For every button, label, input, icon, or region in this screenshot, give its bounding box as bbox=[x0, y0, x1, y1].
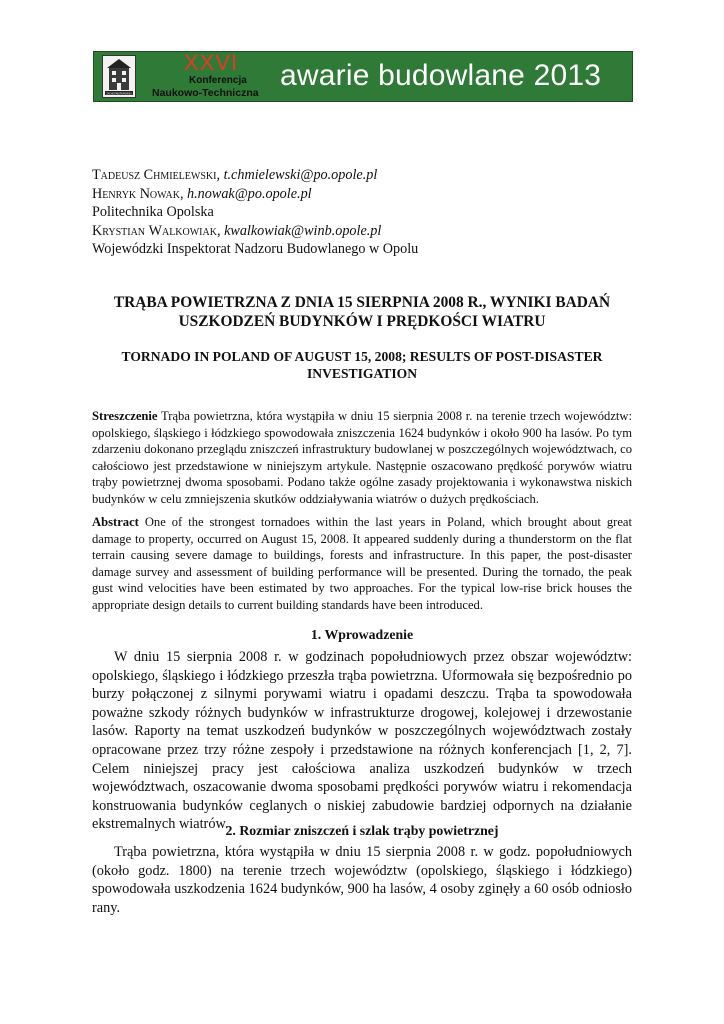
conference-edition: XXVI bbox=[184, 50, 239, 75]
author-line: Henryk Nowak, h.nowak@po.opole.pl bbox=[92, 185, 312, 202]
abstract-text: Trąba powietrzna, która wystąpiła w dniu 15 sierpnia 2008 r. na terenie trzech województw: opolskiego, śląskiego i łódzkiego spowodowała zniszczenia 1624 budynków i około 900 ha lasów. Po tym zdarzeniu dokonano przeglądu zniszczeń infrastruktury budowlanej w poszczególnych województwach, co całościowo jest przedstawione w niniejszym artykule. Następnie oszacowano prędkość porywów wiatru trąby powietrznej dwoma sposobami. Podano także ogólne zasady projektowania i wykonawstwa niskich budynków w celu zmniejszenia skutków oddziaływania wiatrów o dużych prędkościach. bbox=[92, 409, 633, 506]
section-paragraph: Trąba powietrzna, która wystąpiła w dniu 15 sierpnia 2008 r. w godz. popołudniowych (około godz. 1800) na terenie trzech województw (opolskiego, śląskiego i łódzkiego) spowodowała uszkodzenia 1624 budynków, 900 ha lasów, 4 osoby zginęły a 60 osób odniosło rany. bbox=[92, 844, 632, 916]
abstract-polish bbox=[92, 408, 632, 508]
section-heading-damage: 2. Rozmiar zniszczeń i szlak trąby powietrznej bbox=[225, 823, 499, 838]
affiliation: Wojewódzki Inspektorat Nadzoru Budowlanego w Opolu bbox=[92, 241, 419, 258]
affiliation: Politechnika Opolska bbox=[92, 204, 214, 221]
author-line: Tadeusz Chmielewski, t.chmielewski@po.opole.pl bbox=[92, 167, 378, 183]
abstract-english bbox=[92, 514, 632, 614]
author-line: Krystian Walkowiak, kwalkowiak@winb.opole.pl bbox=[92, 222, 382, 239]
event-name: awarie budowlane 2013 bbox=[280, 59, 602, 92]
conference-word: Konferencja bbox=[189, 75, 247, 86]
abstract-text: One of the strongest tornadoes within the last years in Poland, which brought about great damage to property, occurred on August 15, 2008. It appeared suddenly during a thunderstorm on the flat terrain causing severe damage to buildings, forests and infrastructure. In this paper, the post-disaster damage survey and assessment of building performance will be presented. During the tornado, the peak gust wind velocities have been estimated by two approaches. For the typical low-rise brick houses the appropriate design details to current building standards have been introduced. bbox=[92, 515, 633, 612]
author-email[interactable]: kwalkowiak@winb.opole.pl bbox=[224, 222, 382, 239]
building-icon bbox=[103, 56, 135, 97]
svg-text:ZACHODNIOPOMORSKI: ZACHODNIOPOMORSKI bbox=[106, 92, 132, 96]
author-email[interactable]: t.chmielewski@po.opole.pl bbox=[223, 167, 378, 183]
author-block bbox=[92, 166, 418, 259]
section-paragraph: W dniu 15 sierpnia 2008 r. w godzinach popołudniowych przez obszar województw: opolskiego, śląskiego i łódzkiego przeszła trąba powietrzna. Uformowała się bezpośrednio po burzy połączonej z silnymi porywami wiatru i opadami deszczu. Trąba ta spowodowała poważne szkody różnych budynków w infrastrukturze drogowej, kolejowej i drzewostanie lasów. Raporty na temat uszkodzeń budynków w poszczególnych województwach zostały opracowane przez trzy różne zespoły i przedstawione na różnych konferencjach [1, 2, 7]. Celem niniejszej pracy jest całościowa analiza uszkodzeń budynków w trzech województwach, oszacowanie dwoma sposobami prędkości porywów wiatru i rekomendacja konstruowania budynków ceglanych o niskiej zabudowie bardziej odpornych na działanie ekstremalnych wiatrów. bbox=[92, 649, 632, 833]
author-first-name: Tadeusz bbox=[92, 167, 141, 183]
conference-logo bbox=[102, 55, 136, 98]
author-email[interactable]: h.nowak@po.opole.pl bbox=[187, 185, 312, 202]
abstract-label: Abstract bbox=[92, 515, 139, 529]
author-last-name: Walkowiak bbox=[148, 222, 217, 239]
conference-type: Naukowo-Techniczna bbox=[152, 87, 259, 99]
abstract-label: Streszczenie bbox=[92, 409, 158, 423]
author-first-name: Krystian bbox=[92, 222, 146, 239]
conference-banner bbox=[93, 51, 633, 102]
author-first-name: Henryk bbox=[92, 185, 137, 202]
author-last-name: Nowak bbox=[139, 185, 180, 202]
paper-title-english: TORNADO IN POLAND OF AUGUST 15, 2008; RESULTS OF POST-DISASTER INVESTIGATION bbox=[121, 349, 603, 381]
section-heading-introduction: 1. Wprowadzenie bbox=[310, 627, 414, 642]
author-last-name: Chmielewski bbox=[143, 167, 217, 183]
paper-title-polish: TRĄBA POWIETRZNA Z DNIA 15 SIERPNIA 2008 R., WYNIKI BADAŃ USZKODZEŃ BUDYNKÓW I PRĘDKOŚCI WIATRU bbox=[113, 294, 611, 330]
